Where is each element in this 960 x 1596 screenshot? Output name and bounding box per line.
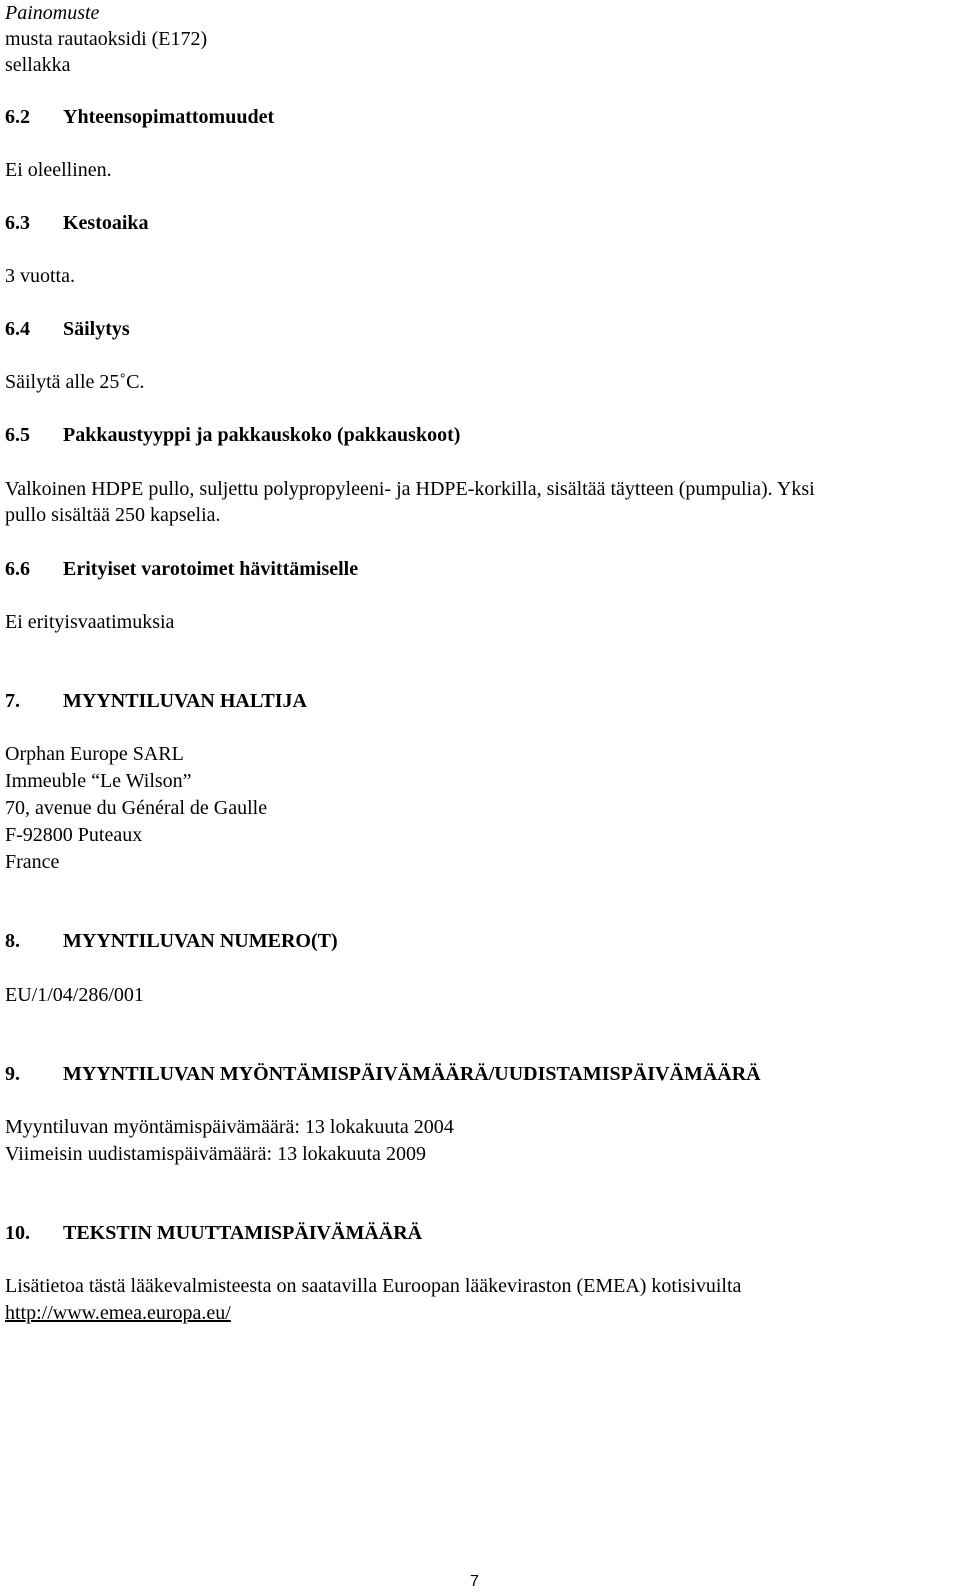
section-8-heading: [5, 928, 338, 955]
section-number: 6.3: [5, 212, 30, 234]
section-title: Yhteensopimattomuudet: [63, 106, 275, 128]
section-title: MYYNTILUVAN MYÖNTÄMISPÄIVÄMÄÄRÄ/UUDISTAMISPÄIVÄMÄÄRÄ: [63, 1063, 761, 1085]
section-6-4-heading: [5, 316, 130, 343]
section-10-heading: [5, 1220, 422, 1247]
address-line-3: 70, avenue du Général de Gaulle: [5, 797, 268, 819]
section-title: TEKSTIN MUUTTAMISPÄIVÄMÄÄRÄ: [63, 1222, 423, 1244]
section-number: 6.2: [5, 106, 30, 128]
section-10-body: Lisätietoa tästä lääkevalmisteesta on saatavilla Euroopan lääkeviraston (EMEA) kotisivuilta: [5, 1275, 742, 1297]
section-6-6-body: Ei erityisvaatimuksia: [5, 611, 175, 633]
section-number: 6.4: [5, 318, 30, 340]
section-number: 8.: [5, 930, 20, 952]
section-9-heading: [5, 1061, 761, 1088]
section-title: Säilytys: [63, 318, 130, 340]
section-number: 6.5: [5, 424, 30, 446]
page-number: 7: [470, 1573, 479, 1590]
section-6-4-body: Säilytä alle 25˚C.: [5, 371, 145, 393]
section-title: Kestoaika: [63, 212, 149, 234]
section-9-line-1: Myyntiluvan myöntämispäivämäärä: 13 lokakuuta 2004: [5, 1116, 454, 1138]
section-number: 6.6: [5, 558, 30, 580]
section-6-2-body: Ei oleellinen.: [5, 159, 112, 181]
section-7-heading: [5, 688, 307, 715]
section-6-3-heading: [5, 210, 149, 237]
section-title: MYYNTILUVAN HALTIJA: [63, 690, 307, 712]
section-6-3-body: 3 vuotta.: [5, 265, 75, 287]
address-line-1: Orphan Europe SARL: [5, 743, 184, 765]
section-8-body: EU/1/04/286/001: [5, 984, 144, 1006]
section-6-5-heading: [5, 422, 460, 449]
section-9-line-2: Viimeisin uudistamispäivämäärä: 13 lokakuuta 2009: [5, 1143, 426, 1165]
section-title: Pakkaustyyppi ja pakkauskoko (pakkauskoot): [63, 424, 461, 446]
emea-link-row: [5, 1300, 231, 1327]
address-line-2: Immeuble “Le Wilson”: [5, 770, 192, 792]
address-line-5: France: [5, 851, 60, 873]
section-title: MYYNTILUVAN NUMERO(T): [63, 930, 338, 952]
address-line-4: F-92800 Puteaux: [5, 824, 143, 846]
section-6-5-body-line-2: pullo sisältää 250 kapselia.: [5, 504, 221, 526]
section-number: 9.: [5, 1063, 20, 1085]
composition-item-1: musta rautaoksidi (E172): [5, 28, 208, 50]
emea-link[interactable]: http://www.emea.europa.eu/: [5, 1302, 231, 1324]
section-6-6-heading: [5, 556, 358, 583]
section-title: Erityiset varotoimet hävittämiselle: [63, 558, 359, 580]
composition-heading: Painomuste: [5, 2, 100, 24]
section-number: 7.: [5, 690, 20, 712]
section-6-5-body-line-1: Valkoinen HDPE pullo, suljettu polypropyleeni- ja HDPE-korkilla, sisältää täytteen (pumpulia). Yksi: [5, 478, 815, 500]
composition-item-2: sellakka: [5, 54, 71, 76]
section-6-2-heading: [5, 104, 274, 131]
section-number: 10.: [5, 1222, 30, 1244]
